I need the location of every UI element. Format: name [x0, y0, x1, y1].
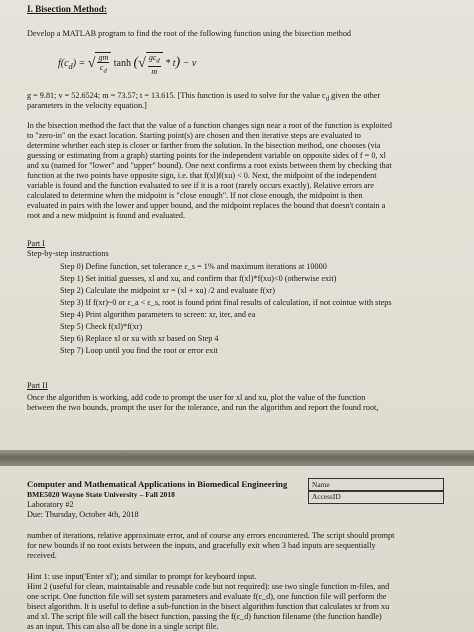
course-code: BME5020 Wayne State University – Fall 2018 [27, 490, 175, 499]
hint-1: Hint 1: use input('Enter xl'); and similar to prompt for keyboard input. [27, 572, 257, 581]
part2-line: Once the algorithm is working, add code to prompt the user for xl and xu, plot the value of the function [27, 393, 366, 402]
continuation-line: number of iterations, relative approximate error, and of course any errors encountered. The script should prompt [27, 531, 395, 540]
tanh-label: tanh [113, 58, 131, 70]
section-heading: I. Bisection Method: [27, 4, 107, 14]
body-line: and xu (named for "lower" and "upper" bound). One next confirms a root exists between them by checking that [27, 161, 392, 170]
params-line-2: parameters in the velocity equation.] [27, 101, 147, 110]
due-date: Due: Thursday, October 4th, 2018 [27, 510, 139, 519]
body-line: determine whether each step is closer or farther from the solution. In the bisection method, one chooses (via [27, 141, 381, 150]
part2-line: between the two bounds, prompt the user for the tolerance, and run the algorithm and report the found root, [27, 403, 379, 412]
part1-subtitle: Step-by-step instructions [27, 249, 109, 258]
step-item: Step 3) If f(xr)~0 or ε_a < ε_s, root is found print final results of calculation, if not cointue with steps [60, 298, 392, 307]
step-item: Step 4) Print algorithm parameters to screen: xr, iter, and ea [60, 310, 256, 319]
body-line: calculated to determine when the midpoint is "close enough". If not close enough, the midpoint is then [27, 191, 363, 200]
minus-v: − v [182, 58, 197, 70]
params-line-1: g = 9.81; v = 52.6524; m = 73.57; t = 13.615. [This function is used to solve for the value $c_d$ given the other [27, 91, 381, 103]
hint-2-line: and xl. The script file will call the bisect function, passing the f(c_d) function filename (the function handle) [27, 612, 382, 621]
part1-title: Part I [27, 239, 45, 248]
hint-2-line: bisect algorithm. It is useful to define a sub-function in the bisect algorithm function that calculates xr from xu [27, 602, 390, 611]
formula-lhs: $f(c_d)$ = [58, 58, 86, 72]
hint-2-line: Hint 2 (useful for clean, maintainable and reusable code but not required): use two single function m-files, and [27, 582, 390, 591]
course-title: Computer and Mathematical Applications in Biomedical Engineering [27, 479, 288, 489]
step-item: Step 5) Check f(xl)*f(xr) [60, 322, 143, 331]
continuation-line: for new bounds if no root exists between the inputs, and gracefully exit when 3 bad inputs are sequentially [27, 541, 376, 550]
lab-number: Laboratory #2 [27, 500, 74, 509]
paren-open: ( [133, 55, 139, 71]
body-line: variable is found and the function evaluated to see if it is a root (rarely occurs exactly). Relative errors are [27, 181, 374, 190]
body-line: root and a new midpoint is found and evaluated. [27, 211, 186, 220]
body-line: guessing or estimating from a graph) starting points for the independent variable on opposite sides of f = 0, xl [27, 151, 386, 160]
step-item: Step 1) Set initial guesses, xl and xu, and confirm that f(xl)*f(xu)<0 (otherwise exit) [60, 274, 337, 283]
velocity-formula: $f(c_d)$ = √ $\frac{gm}{c_d}$ tanh (√ $\frac{gc_d}{m}$ * t) − v [58, 53, 197, 76]
continuation-line: received. [27, 551, 57, 560]
sqrt-symbol-2: √ [138, 55, 146, 71]
step-item: Step 6) Replace xl or xu with xr based on Step 4 [60, 334, 219, 343]
sqrt-symbol: √ [87, 55, 96, 71]
step-item: Step 0) Define function, set tolerance ε_s = 1% and maximum iterations at 10000 [60, 262, 327, 271]
part2-title: Part II [27, 381, 48, 390]
name-field: Name [308, 478, 444, 492]
paren-close: ) [175, 55, 181, 71]
times-t: * t [165, 58, 176, 70]
step-item: Step 7) Loop until you find the root or error exit [60, 346, 218, 355]
step-item: Step 2) Calculate the midpoint xr = (xl + xu) /2 and evaluate f(xr) [60, 286, 275, 295]
hint-2-line: one script. One function file will set system parameters and evaluate f(c_d), one function file will perform the [27, 592, 387, 601]
intro-text: Develop a MATLAB program to find the root of the following function using the bisection method [27, 29, 352, 38]
body-line: evaluated in pairs with the lower and upper bound, and the midpoint replaces the bound that doesn't contain a [27, 201, 386, 210]
body-line: function at the two points have opposite sign, i.e. that f(xl)f(xu) < 0. Next, the midpoint of the independent [27, 171, 377, 180]
page-break-shadow [0, 450, 474, 466]
body-line: to "zero-in" on the exact location. Starting point(s) are chosen and then iterative steps are evaluated to [27, 131, 361, 140]
hint-2-line: as an input. This can also all be done in a single script file. [27, 622, 219, 631]
access-id-field: AccessID [308, 490, 444, 504]
body-line: In the bisection method the fact that the value of a function changes sign near a root of the function is exploited [27, 121, 392, 130]
